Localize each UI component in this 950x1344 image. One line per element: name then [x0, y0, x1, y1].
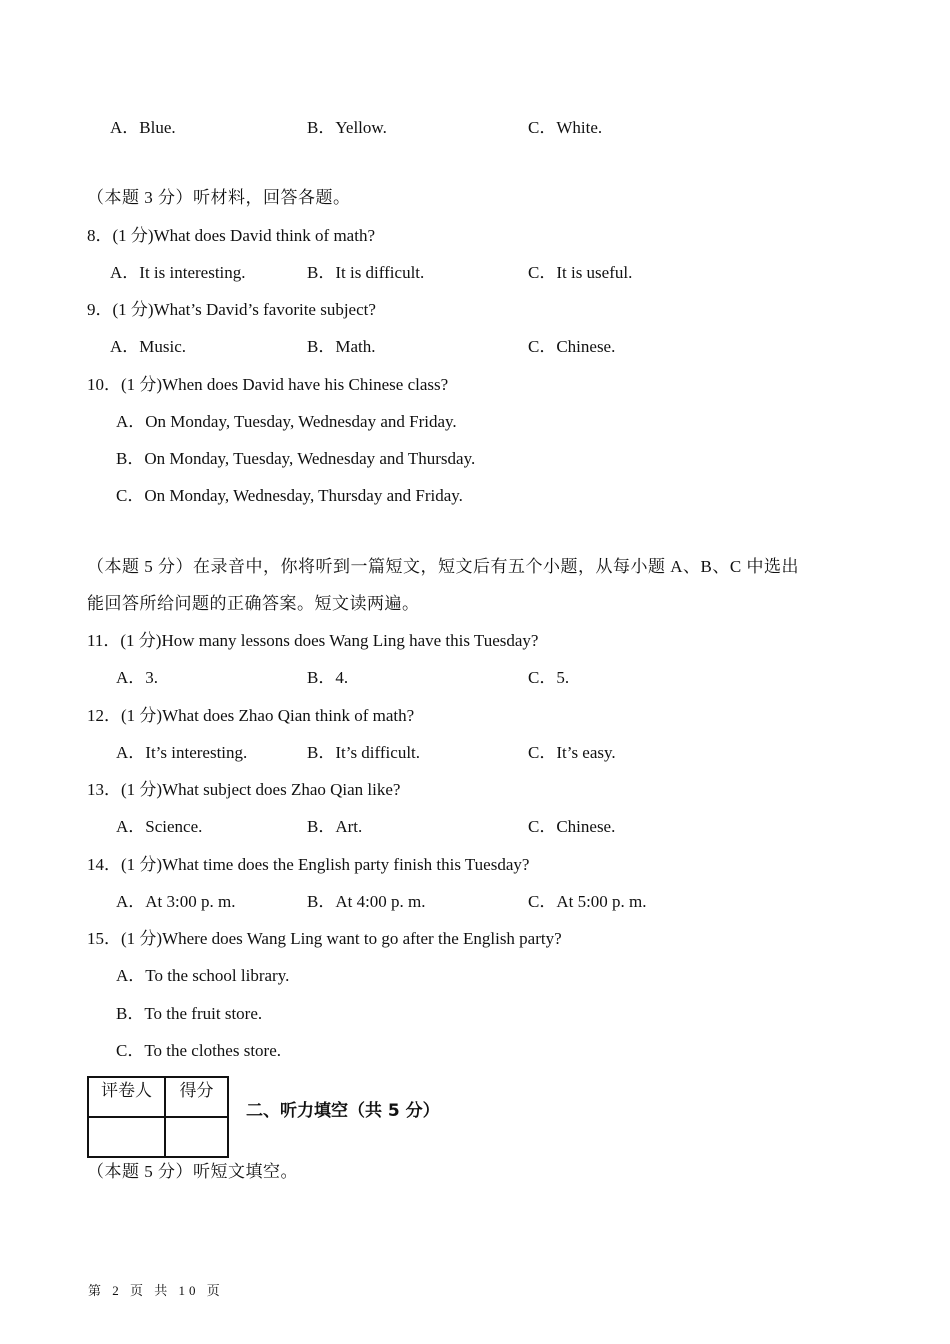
q11-option-a: A．3.: [116, 668, 159, 687]
grader-label: 评卷人: [88, 1077, 165, 1117]
q14-stem: 14．(1 分)What time does the English party finish this Tuesday?: [87, 855, 530, 874]
q13-stem: 13．(1 分)What subject does Zhao Qian like?: [87, 780, 401, 799]
q15-stem: 15．(1 分)Where does Wang Ling want to go after the English party?: [87, 929, 562, 948]
q12-option-c: C．It’s easy.: [528, 743, 616, 762]
q13-option-a: A．Science.: [116, 817, 203, 836]
q10-option-c: C．On Monday, Wednesday, Thursday and Friday.: [116, 486, 463, 505]
q10-stem: 10．(1 分)When does David have his Chinese class?: [87, 375, 449, 394]
q7-option-b: B．Yellow.: [307, 118, 387, 137]
score-table: [87, 1076, 229, 1158]
score-cell: [165, 1117, 228, 1157]
q10-option-b: B．On Monday, Tuesday, Wednesday and Thursday.: [116, 449, 476, 468]
q15-option-c: C．To the clothes store.: [116, 1041, 282, 1060]
q15-option-b: B．To the fruit store.: [116, 1004, 263, 1023]
q8-option-b: B．It is difficult.: [307, 263, 425, 282]
part-b-intro-line2: 能回答所给问题的正确答案。短文读两遍。: [87, 594, 420, 613]
q14-option-c: C．At 5:00 p. m.: [528, 892, 647, 911]
q12-option-a: A．It’s interesting.: [116, 743, 248, 762]
q13-option-c: C．Chinese.: [528, 817, 616, 836]
q15-option-a: A．To the school library.: [116, 966, 290, 985]
part-a-intro: （本题 3 分）听材料，回答各题。: [87, 188, 351, 207]
q11-option-b: B．4.: [307, 668, 349, 687]
q7-option-c: C．White.: [528, 118, 603, 137]
q8-option-a: A．It is interesting.: [110, 263, 246, 282]
q14-option-a: A．At 3:00 p. m.: [116, 892, 236, 911]
q11-option-c: C．5.: [528, 668, 570, 687]
score-label: 得分: [165, 1077, 228, 1117]
grader-cell: [88, 1117, 165, 1157]
page-footer: 第 2 页 共 10 页: [88, 1283, 224, 1298]
q7-option-a: A．Blue.: [110, 118, 176, 137]
section2-title: 二、听力填空（共 5 分）: [246, 1101, 440, 1121]
part-b-intro-line1: （本题 5 分）在录音中，你将听到一篇短文，短文后有五个小题，从每小题 A、B、C 中选出: [87, 557, 799, 576]
q9-option-b: B．Math.: [307, 337, 376, 356]
q10-option-a: A．On Monday, Tuesday, Wednesday and Friday.: [116, 412, 457, 431]
q9-option-c: C．Chinese.: [528, 337, 616, 356]
q8-option-c: C．It is useful.: [528, 263, 633, 282]
q12-option-b: B．It’s difficult.: [307, 743, 421, 762]
q11-stem: 11．(1 分)How many lessons does Wang Ling have this Tuesday?: [87, 631, 539, 650]
q13-option-b: B．Art.: [307, 817, 363, 836]
q14-option-b: B．At 4:00 p. m.: [307, 892, 426, 911]
q8-stem: 8．(1 分)What does David think of math?: [87, 226, 375, 245]
q12-stem: 12．(1 分)What does Zhao Qian think of math?: [87, 706, 415, 725]
q9-stem: 9．(1 分)What’s David’s favorite subject?: [87, 300, 376, 319]
q9-option-a: A．Music.: [110, 337, 187, 356]
section2-intro: （本题 5 分）听短文填空。: [87, 1162, 298, 1181]
